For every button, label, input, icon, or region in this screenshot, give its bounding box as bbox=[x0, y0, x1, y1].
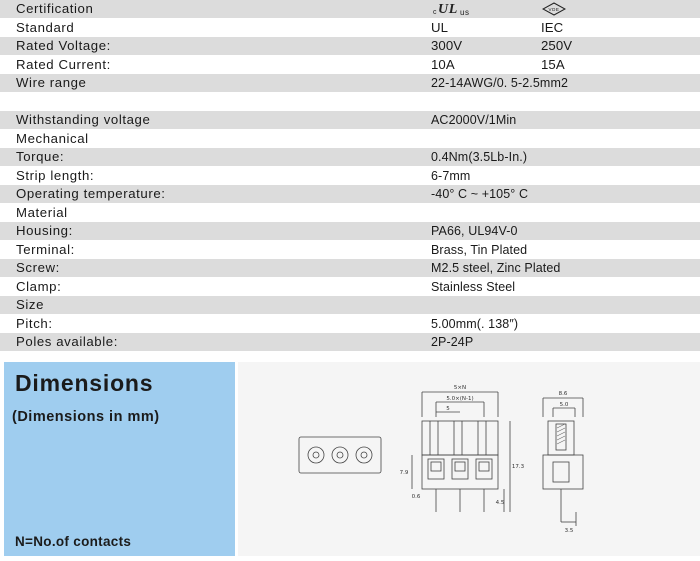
svg-text:UL: UL bbox=[438, 2, 458, 17]
poles-available-label: Poles available: bbox=[16, 334, 118, 349]
row-terminal bbox=[0, 241, 700, 260]
pin-length-label: 4.5 bbox=[495, 500, 505, 506]
row-certification bbox=[0, 0, 700, 19]
strip-length-value: 6-7mm bbox=[431, 168, 471, 183]
row-pitch bbox=[0, 315, 700, 334]
standard-iec: IEC bbox=[541, 19, 564, 35]
rated-voltage-iec: 250V bbox=[541, 38, 573, 53]
poles-available-value: 2P-24P bbox=[431, 335, 474, 349]
row-withstanding-voltage bbox=[0, 111, 700, 130]
strip-length-label: Strip length: bbox=[16, 167, 95, 183]
mechanical-heading: Mechanical bbox=[16, 130, 89, 146]
row-poles-available bbox=[0, 333, 700, 352]
screw-label: Screw: bbox=[16, 260, 60, 275]
side-pin-offset-label: 3.5 bbox=[564, 528, 574, 534]
side-inner-label: 5.0 bbox=[559, 402, 569, 408]
row-screw bbox=[0, 259, 700, 278]
dimension-drawing bbox=[238, 362, 700, 556]
row-size bbox=[0, 296, 700, 315]
dimension-drawing-panel bbox=[238, 362, 700, 556]
row-clamp bbox=[0, 278, 700, 297]
row-rated-voltage bbox=[0, 37, 700, 56]
size-heading: Size bbox=[16, 297, 45, 312]
rated-current-iec: 15A bbox=[541, 56, 565, 72]
pitch-label-drawing: 5 bbox=[446, 406, 450, 412]
svg-text:us: us bbox=[460, 8, 470, 17]
front-view bbox=[412, 392, 510, 512]
svg-text:c: c bbox=[433, 9, 438, 16]
side-width-label: 8.6 bbox=[558, 391, 568, 397]
screw-value: M2.5 steel, Zinc Plated bbox=[431, 261, 561, 275]
row-material bbox=[0, 204, 700, 223]
operating-temperature-label: Operating temperature: bbox=[16, 186, 166, 201]
torque-label: Torque: bbox=[16, 149, 65, 164]
cul-us-mark-icon bbox=[433, 1, 475, 17]
row-rated-current bbox=[0, 56, 700, 75]
pitch-value: 5.00mm(. 138″) bbox=[431, 316, 519, 331]
rated-current-ul: 10A bbox=[431, 56, 455, 72]
pin-diameter-label: 0.6 bbox=[411, 494, 421, 500]
rated-voltage-label: Rated Voltage: bbox=[16, 38, 111, 53]
rated-current-label: Rated Current: bbox=[16, 56, 111, 72]
side-view bbox=[543, 398, 583, 526]
material-heading: Material bbox=[16, 204, 68, 220]
clamp-label: Clamp: bbox=[16, 278, 62, 294]
dimensions-panel bbox=[4, 362, 235, 556]
withstanding-voltage-label: Withstanding voltage bbox=[16, 112, 151, 127]
row-mechanical bbox=[0, 130, 700, 149]
operating-temperature-value: -40° C ~ +105° C bbox=[431, 187, 529, 201]
row-wire-range bbox=[0, 74, 700, 93]
side-view-hatch bbox=[557, 424, 565, 444]
contacts-note: N=No.of contacts bbox=[15, 534, 132, 549]
height-left-label: 7.9 bbox=[399, 470, 409, 476]
svg-text:VDE: VDE bbox=[548, 7, 560, 12]
inner-width-label: 5.0×(N-1) bbox=[446, 396, 474, 402]
row-strip-length bbox=[0, 167, 700, 186]
terminal-value: Brass, Tin Plated bbox=[431, 242, 528, 257]
certification-label: Certification bbox=[16, 1, 94, 16]
top-view bbox=[299, 437, 381, 473]
total-width-label: 5×N bbox=[453, 385, 467, 391]
torque-value: 0.4Nm(3.5Lb-In.) bbox=[431, 150, 528, 164]
housing-label: Housing: bbox=[16, 223, 73, 238]
vde-mark-icon bbox=[542, 2, 566, 16]
row-housing bbox=[0, 222, 700, 241]
housing-value: PA66, UL94V-0 bbox=[431, 224, 518, 238]
dimensions-subtitle: (Dimensions in mm) bbox=[12, 409, 160, 425]
row-torque bbox=[0, 148, 700, 167]
terminal-label: Terminal: bbox=[16, 241, 75, 257]
rated-voltage-ul: 300V bbox=[431, 38, 463, 53]
standard-label: Standard bbox=[16, 19, 75, 35]
height-right-label: 17.3 bbox=[511, 464, 525, 470]
withstanding-voltage-value: AC2000V/1Min bbox=[431, 113, 517, 127]
standard-ul: UL bbox=[431, 19, 449, 35]
pitch-label: Pitch: bbox=[16, 315, 53, 331]
wire-range-value: 22-14AWG/0. 5-2.5mm2 bbox=[431, 76, 569, 90]
row-standard bbox=[0, 19, 700, 38]
row-spacer bbox=[0, 93, 700, 112]
row-operating-temperature bbox=[0, 185, 700, 204]
clamp-value: Stainless Steel bbox=[431, 279, 516, 294]
dimensions-title: Dimensions bbox=[15, 370, 154, 396]
wire-range-label: Wire range bbox=[16, 75, 87, 90]
